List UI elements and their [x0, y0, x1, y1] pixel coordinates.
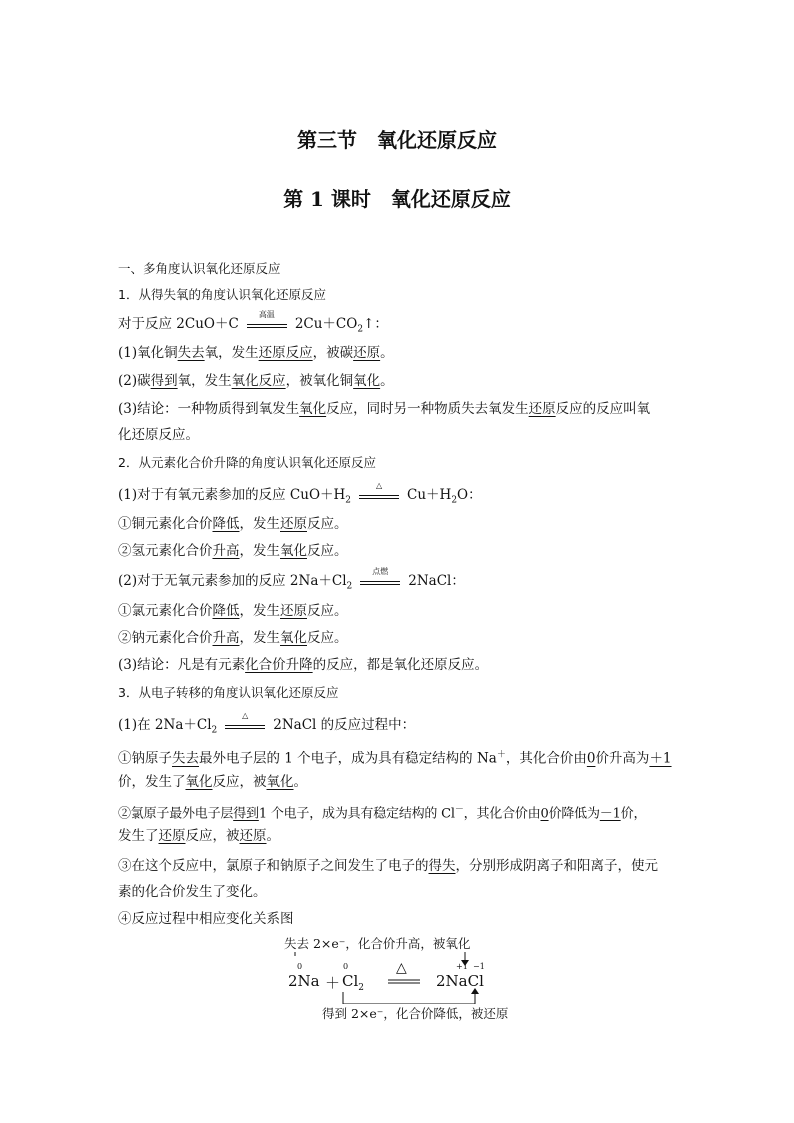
point-3-2-cont: 发生了还原反应，被还原。: [118, 828, 280, 844]
point-3-1-cont: 价，发生了氧化反应，被氧化。: [118, 774, 307, 790]
na-new-oxidation-state: +1: [456, 962, 468, 971]
gain-label: 得到 2×e⁻，化合价降低，被还原: [322, 1006, 509, 1021]
cl-new-oxidation-state: −1: [473, 962, 485, 971]
equals-sign: 点燃: [358, 573, 402, 591]
point-2-2-a: ①氯元素化合价降低，发生还原反应。: [118, 603, 348, 619]
equals-sign: △: [223, 717, 267, 735]
heading-1: 一、多角度认识氧化还原反应: [118, 261, 281, 276]
point-1-3-cont: 化还原反应。: [118, 427, 199, 443]
point-2-3: (3)结论：凡是有元素化合价升降的反应，都是氧化还原反应。: [118, 657, 489, 673]
subheading-1: 1．从得失氧的角度认识氧化还原反应: [118, 287, 326, 302]
electron-transfer-diagram: [270, 932, 530, 1024]
point-2-1-b: ②氢元素化合价升高，发生氧化反应。: [118, 543, 348, 559]
reaction-cuo-c: 对于反应 2CuO＋C 高温 $2Cu+CO_2↑$：: [118, 309, 388, 335]
point-2-2-b: ②钠元素化合价升高，发生氧化反应。: [118, 630, 348, 646]
reaction-process: (1)在 $2Na+Cl_2$ △ 2NaCl 的反应过程中：: [118, 710, 416, 736]
equals-sign: 高温: [245, 316, 289, 334]
point-3-4: ④反应过程中相应变化关系图: [118, 911, 294, 927]
section-title: 第三节 氧化还原反应: [297, 128, 497, 152]
equals-sign: △: [357, 487, 401, 505]
plus-sign: ＋: [325, 974, 341, 992]
loss-label: 失去 2×e⁻，化合价升高，被氧化: [284, 936, 471, 951]
reactant-cl2: $Cl_2$: [342, 972, 365, 993]
subheading-2: 2．从元素化合价升降的角度认识氧化还原反应: [118, 455, 376, 470]
cl-oxidation-state: 0: [343, 962, 349, 971]
subheading-3: 3．从电子转移的角度认识氧化还原反应: [118, 685, 339, 700]
product-nacl: 2NaCl: [436, 972, 484, 990]
point-3-1: ①钠原子失去最外电子层的 1 个电子，成为具有稳定结构的 Na＋，其化合价由0价升高为＋1: [118, 750, 672, 767]
point-3-3: ③在这个反应中，氯原子和钠原子之间发生了电子的得失，分别形成阴离子和阳离子，使元: [118, 858, 658, 874]
point-3-3-cont: 素的化合价发生了变化。: [118, 884, 267, 900]
point-1-3: (3)结论：一种物质得到氧发生氧化反应，同时另一种物质失去氧发生还原反应的反应叫氧: [118, 401, 651, 417]
point-3-2: ②氯原子最外电子层得到1 个电子，成为具有稳定结构的 Cl－，其化合价由0价降低为－1价，: [118, 805, 647, 822]
point-2-1-a: ①铜元素化合价降低，发生还原反应。: [118, 516, 348, 532]
point-1-2: (2)碳得到氧，发生氧化反应，被氧化铜氧化。: [118, 373, 394, 389]
lesson-title: 第 1 课时 氧化还原反应: [283, 187, 511, 211]
reaction-na-cl2: (2)对于无氧元素参加的反应 $2Na+Cl_2$ 点燃 2NaCl：: [118, 566, 465, 592]
reactant-na: 2Na: [288, 972, 320, 990]
na-oxidation-state: 0: [297, 962, 303, 971]
reaction-cuo-h2: (1)对于有氧元素参加的反应 $CuO+H_2$ △ $Cu+H_2O$：: [118, 480, 482, 506]
heat-symbol: △: [396, 960, 407, 976]
point-1-1: (1)氧化铜失去氧，发生还原反应，被碳还原。: [118, 345, 394, 361]
